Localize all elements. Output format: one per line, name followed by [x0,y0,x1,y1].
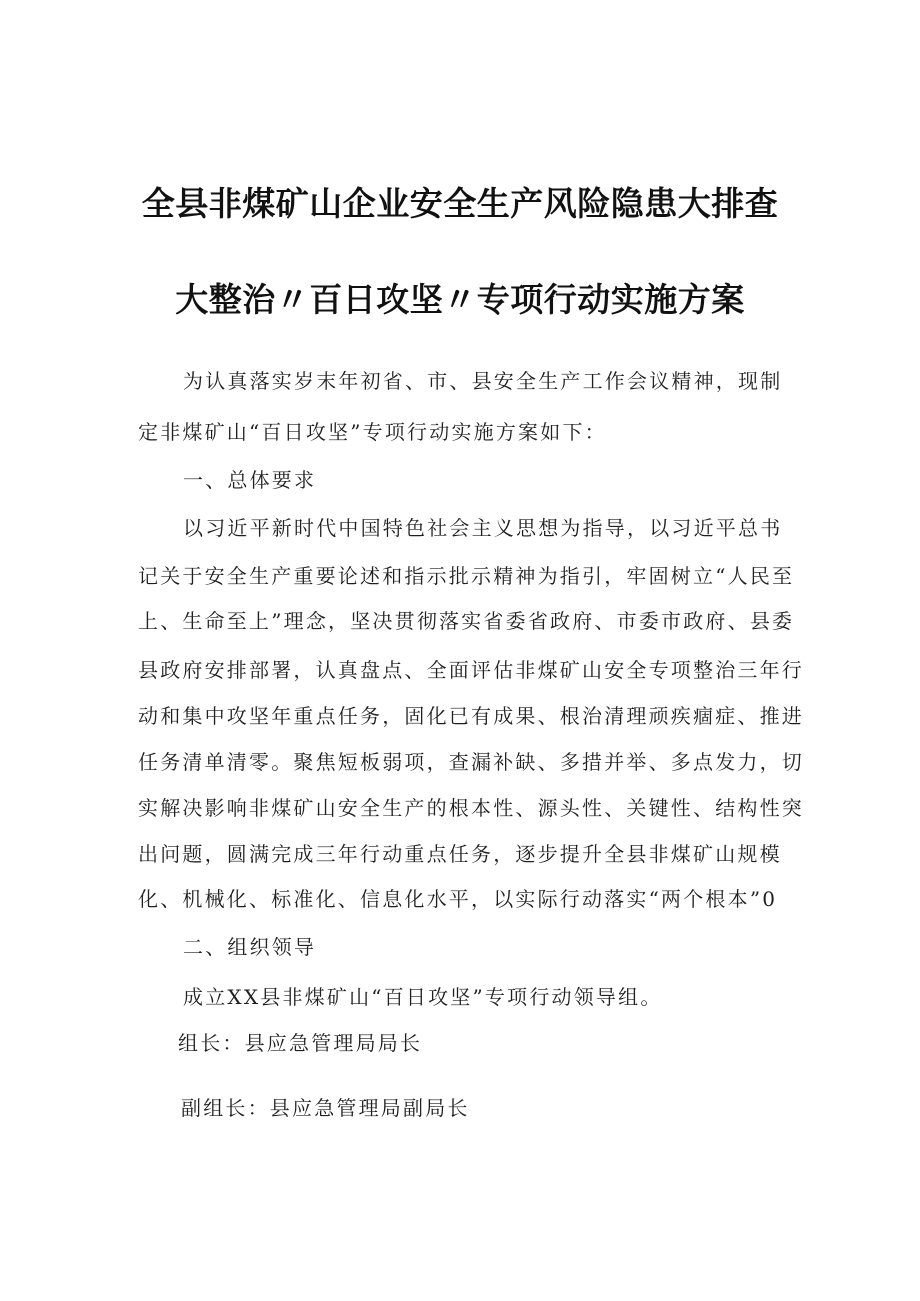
document-title-line-2: 大整治〃百日攻坚〃专项行动实施方案 [175,280,745,319]
intro-paragraph-line-1: 为认真落实岁末年初省、市、县安全生产工作会议精神，现制 [183,369,783,393]
document-title-line-1: 全县非煤矿山企业安全生产风险隐患大排查 [141,184,779,223]
requirements-paragraph-line-6: 任务清单清零。聚焦短板弱项，查漏补缺、多措并举、多点发力，切 [138,750,804,774]
requirements-paragraph-line-2: 记关于安全生产重要论述和指示批示精神为指引，牢固树立“人民至 [138,564,795,588]
intro-paragraph-line-2: 定非煤矿山“百日攻坚”专项行动实施方案如下： [138,420,607,444]
section-heading-organization: 二、组织领导 [183,935,317,959]
requirements-paragraph-line-7: 实解决影响非煤矿山安全生产的根本性、源头性、关键性、结构性突 [138,796,804,820]
group-leader-line: 组长：县应急管理局局长 [178,1031,423,1055]
requirements-paragraph-line-5: 动和集中攻坚年重点任务，固化已有成果、根治清理顽疾痼症、推进 [138,704,804,728]
requirements-paragraph-line-3: 上、生命至上”理念，坚决贯彻落实省委省政府、市委市政府、县委 [138,609,795,633]
requirements-paragraph-line-8: 出问题，圆满完成三年行动重点任务，逐步提升全县非煤矿山规模 [138,842,782,866]
requirements-paragraph-line-4: 县政府安排部署，认真盘点、全面评估非煤矿山安全专项整治三年行 [138,658,804,682]
requirements-paragraph-line-1: 以习近平新时代中国特色社会主义思想为指导，以习近平总书 [183,516,783,540]
requirements-paragraph-line-9: 化、机械化、标准化、信息化水平，以实际行动落实“两个根本”0 [138,887,778,911]
deputy-group-leader-line: 副组长：县应急管理局副局长 [181,1096,470,1120]
leadership-group-line: 成立XX县非煤矿山“百日攻坚”专项行动领导组。 [183,985,663,1009]
section-heading-general-requirements: 一、总体要求 [183,468,317,492]
